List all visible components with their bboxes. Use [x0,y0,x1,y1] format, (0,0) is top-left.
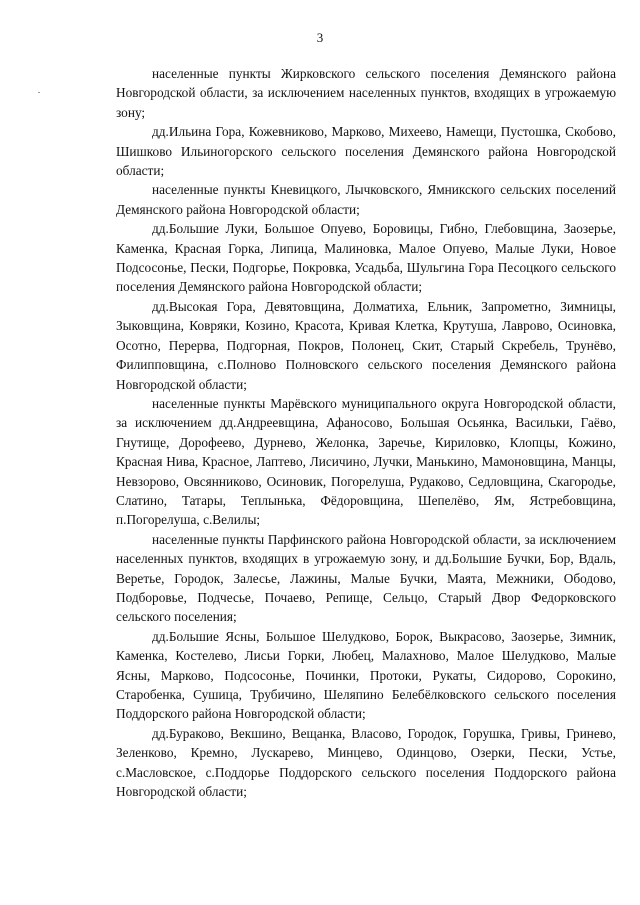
paragraph-marevskiy-okrug: населенные пункты Марёвского муниципального округа Новгородской области, за исключением дд.Андреевщина, Афаносово, Большая Осьянка, Васильки, Гаёво, Гнутище, Дорофеево, Дурнево, Желонка, Заречье, Кириловко, Клопцы, Кожино, Красная Нива, Красное, Лаптево, Лисичино, Лучки, Манькино, Мамоновщина, Манцы, Невзорово, Овсянниково, Осиновик, Погорелуша, Рудаково, Седловщина, Скагородье, Слатино, Татары, Теплынька, Фёдоровщина, Шепелёво, Ям, Ястребовщина, п.Погорелуша, с.Велилы; [116,395,616,528]
paragraph-knevitskoe: населенные пункты Кневицкого, Лычковского, Ямникского сельских поселений Демянского района Новгородской области; [116,182,616,217]
scan-mark [38,92,40,93]
page-number: 3 [316,30,324,45]
paragraph-pesotskoe: дд.Большие Луки, Большое Опуево, Боровицы, Гибно, Глебовщина, Заозерье, Каменка, Красная Горка, Липица, Малиновка, Малое Опуево, Малые Луки, Новое Подсосонье, Пески, Подгорье, Покровка, Усадьба, Шульгина Гора Песоцкого сельского поселения Демянского района Новгородской области; [116,221,616,295]
paragraph-parfinskiy-rayon: населенные пункты Парфинского района Новгородской области, за исключением населенных пунктов, входящих в угрожаемую зону, и дд.Большие Бучки, Бор, Вдаль, Веретье, Городок, Залесье, Лажины, Малые Бучки, Маята, Межники, Ободово, Подборовье, Подчесье, Почаево, Репище, Сельцо, Старый Двор Федорковского сельского поселения; [116,531,616,625]
document-body [116,64,616,801]
paragraph-polnovskoe: дд.Высокая Гора, Девятовщина, Долматиха, Ельник, Запрометно, Зимницы, Зыковщина, Ковряки, Козино, Красота, Кривая Клетка, Крутуша, Лаврово, Осиновка, Осотно, Перерва, Подгорная, Покров, Полонец, Скит, Старый Скребель, Трунёво, Филипповщина, с.Полново Полновского сельского поселения Демянского района Новгородской области; [116,298,616,392]
paragraph-belebelkovskoe: дд.Большие Ясны, Большое Шелудково, Борок, Выкрасово, Заозерье, Зимник, Каменка, Костелево, Лисьи Горки, Любец, Малахново, Малое Шелудково, Малые Ясны, Марково, Подсосонье, Починки, Протоки, Рукаты, Сидорово, Сорокино, Старобенка, Сушица, Трубичино, Шеляпино Белебёлковского сельского поселения Поддорского района Новгородской области; [116,628,616,722]
paragraph-ilinogorskoe: дд.Ильина Гора, Кожевниково, Марково, Михеево, Намещи, Пустошка, Скобово, Шишково Ильиногорского сельского поселения Демянского района Новгородской области; [116,124,616,179]
paragraph-zhirkovskoe: населенные пункты Жирковского сельского поселения Демянского района Новгородской области, за исключением населенных пунктов, входящих в угрожаемую зону; [116,66,616,120]
paragraph-poddorskoe: дд.Бураково, Векшино, Вещанка, Власово, Городок, Горушка, Гривы, Гринево, Зеленково, Кремно, Лускарево, Минцево, Одинцово, Озерки, Пески, Устье, с.Масловское, с.Поддорье Поддорского сельского поселения Поддорского района Новгородской области; [116,725,616,800]
